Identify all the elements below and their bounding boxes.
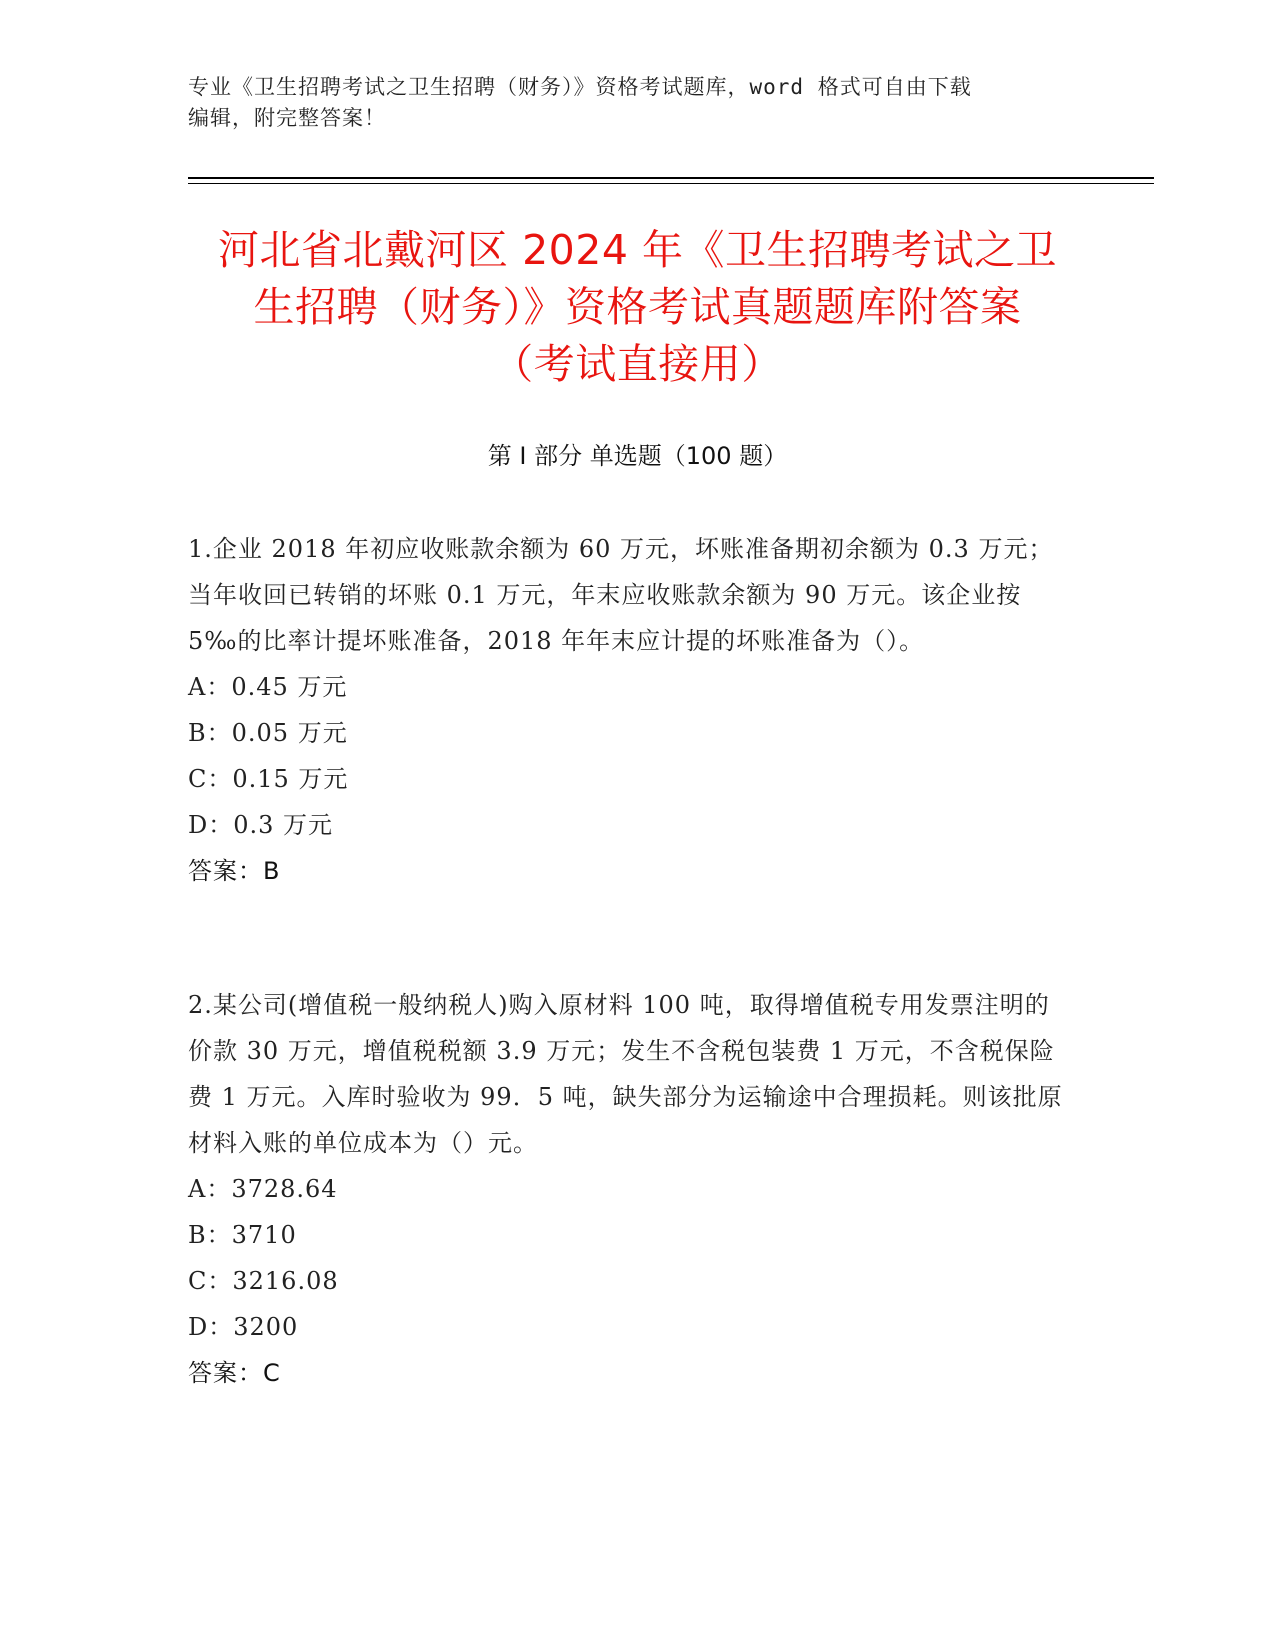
- option-a: A：0.45 万元: [188, 673, 348, 701]
- question-stem: 1.企业 2018 年初应收账款余额为 60 万元，坏账准备期初余额为 0.3 万元；当年收回已转销的坏账 0.1 万元，年末应收账款余额为 90 万元。该企业按 5‰的比率计提坏账准备，2018 年年末应计提的坏账准备为（）。: [188, 535, 1054, 655]
- option-d: D：0.3 万元: [188, 811, 334, 839]
- option-c: C：0.15 万元: [188, 765, 349, 793]
- title-line-3: （考试直接用）: [492, 340, 783, 388]
- option-list: [188, 664, 1068, 848]
- answer: 答案：B: [188, 857, 281, 885]
- header-rule-thick: [188, 177, 1154, 179]
- question-2: [188, 982, 1068, 1396]
- option-a: A：3728.64: [188, 1175, 338, 1203]
- answer: 答案：C: [188, 1359, 281, 1387]
- header-note-line-2: 编辑，附完整答案！: [188, 106, 386, 130]
- question-1: [188, 526, 1068, 894]
- option-b: B：0.05 万元: [188, 719, 348, 747]
- document-title: [170, 222, 1105, 393]
- option-b: B：3710: [188, 1221, 297, 1249]
- title-line-1: 河北省北戴河区 2024 年《卫生招聘考试之卫: [218, 226, 1057, 274]
- header-rule-thin: [188, 183, 1154, 184]
- question-stem: 2.某公司(增值税一般纳税人)购入原材料 100 吨，取得增值税专用发票注明的价款 30 万元，增值税税额 3.9 万元；发生不含税包装费 1 万元，不含税保险费 1 万元。入库时验收为 99．5 吨，缺失部分为运输途中合理损耗。则该批原材料入账的单位成本为（）元。: [188, 991, 1063, 1157]
- section-heading: 第 I 部分 单选题（100 题）: [487, 442, 788, 470]
- header-note-line-1: 专业《卫生招聘考试之卫生招聘（财务）》资格考试题库，word 格式可自由下载: [188, 75, 972, 99]
- option-c: C：3216.08: [188, 1267, 339, 1295]
- title-line-2: 生招聘（财务）》资格考试真题题库附答案: [253, 283, 1022, 331]
- header-note: [188, 72, 1088, 134]
- option-d: D：3200: [188, 1313, 299, 1341]
- option-list: [188, 1166, 1068, 1350]
